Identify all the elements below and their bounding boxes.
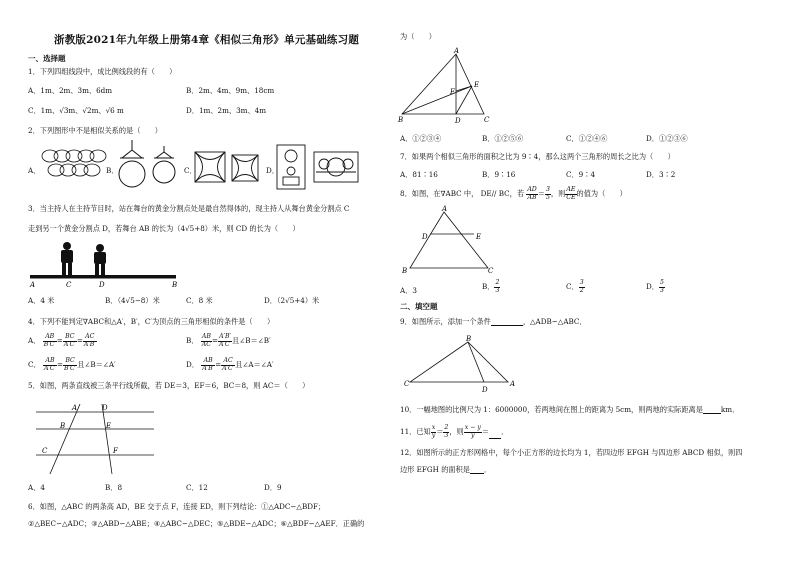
question-6-option-d[interactable]: D．①②③⑥ xyxy=(646,134,688,143)
question-4-option-b[interactable]: B． $\frac{AB}{AC}$ = $\frac{A'B'}{A'C'}$ 且∠B＝∠B′ xyxy=(186,333,271,348)
stem-part: ＝ xyxy=(436,427,444,436)
stem-part: 10．一幅地图的比例尺为 1：6000000，若两地间在图上的距离为 5cm，则两地的实际距离是 xyxy=(400,405,703,414)
frac-den: B′C′ xyxy=(64,364,77,372)
frac-den: CE xyxy=(566,193,576,201)
frac-num: x xyxy=(431,424,436,431)
option-prefix: A． xyxy=(28,336,41,345)
question-5-option-b[interactable]: B．8 xyxy=(105,483,123,492)
question-5-stem: 5．如图，两条直线被三条平行线所截，若 DE＝3，EF＝6，BC＝8，则 AC＝（ ） xyxy=(28,381,310,390)
question-7-stem: 7．如果两个相似三角形的面积之比为 9∶4，那么这两个三角形的周长之比为（ ） xyxy=(400,152,675,161)
frac-den: A′B′ xyxy=(202,364,215,372)
option-tail: 且∠B＝∠B′ xyxy=(232,336,271,345)
question-5-option-a[interactable]: A．4 xyxy=(28,483,45,492)
option-tail: 且∠A＝∠A′ xyxy=(235,360,274,369)
question-8-option-b[interactable] xyxy=(482,280,500,294)
question-1-option-b[interactable]: B．2m、4m、9m、18cm xyxy=(186,86,275,95)
label-C: C xyxy=(42,447,48,455)
question-8-option-a[interactable]: A．3 xyxy=(400,286,417,295)
question-1-option-a[interactable]: A．1m、2m、3m、6dm xyxy=(28,86,113,95)
question-4-stem: 4．下列不能判定∇ABC和△A′，B′，C′为顶点的三角形相似的条件是（ ） xyxy=(28,317,275,326)
stem-part: ＝ xyxy=(481,427,490,436)
frac-num: AC xyxy=(83,334,97,342)
section-heading-fill: 二、填空题 xyxy=(400,302,438,311)
option-tail: 且∠B＝∠A′ xyxy=(77,360,116,369)
question-7-option-c[interactable]: C．9∶4 xyxy=(566,170,596,179)
label-E: E xyxy=(476,233,482,241)
question-2-figure-b xyxy=(114,140,180,190)
label-E: E xyxy=(106,422,112,430)
question-3-line-2: 走到另一个黄金分割点 D，若舞台 AB 的长为（4√5+8）米，则 CD 的长为（ ） xyxy=(28,224,300,233)
question-9-stem xyxy=(400,317,587,326)
frac-num: AB xyxy=(201,358,215,366)
question-1-option-d[interactable]: D．1m、2m、3m、4m xyxy=(186,106,267,115)
stem-part: 边形 EFGH 的面积是 xyxy=(400,465,470,474)
question-6-option-c[interactable]: C．①②④⑥ xyxy=(566,134,608,143)
question-9-figure xyxy=(404,334,520,394)
question-10 xyxy=(400,405,739,414)
stem-part: ，则 xyxy=(449,427,464,436)
question-2-figure-c xyxy=(194,151,266,183)
frac-den: y xyxy=(431,431,436,439)
frac-num: 2 xyxy=(495,279,500,286)
label-D: D xyxy=(422,233,428,241)
label-A: A xyxy=(72,404,78,412)
label-B: B xyxy=(60,422,66,430)
question-5-option-d[interactable]: D．9 xyxy=(264,483,282,492)
label-B: B xyxy=(398,116,404,124)
label-C: C xyxy=(404,380,410,388)
question-12-line-1: 12．如图所示的正方形网格中，每个小正方形的边长均为 1，若四边形 EFGH 与四边形 ABCD 相似，则四 xyxy=(400,448,743,457)
question-3-option-c[interactable]: C．8 米 xyxy=(186,296,213,305)
answer-blank[interactable] xyxy=(703,405,721,414)
question-4-option-d[interactable]: D． $\frac{AB}{A'B'}$ = $\frac{AC}{A'C'}$ 且∠A＝∠A′ xyxy=(186,357,274,372)
label-F: F xyxy=(113,447,118,455)
frac-num: BC xyxy=(63,358,77,366)
section-heading-choice: 一、选择题 xyxy=(28,54,66,63)
label-D: D xyxy=(102,404,108,412)
question-8-option-c[interactable] xyxy=(566,280,585,294)
option-prefix: D． xyxy=(646,282,659,291)
frac-den: AB xyxy=(527,193,537,201)
frac-den: A′C′ xyxy=(222,364,235,372)
frac-den: 3 xyxy=(659,286,664,294)
label-A: A xyxy=(510,380,516,388)
question-3-option-a[interactable]: A．4 米 xyxy=(28,296,55,305)
frac-num: 5 xyxy=(659,279,664,286)
question-8-stem xyxy=(400,187,627,201)
question-2-option-a[interactable]: A． xyxy=(28,166,41,175)
frac-num: 2 xyxy=(444,424,449,431)
question-6-option-a[interactable]: A．①②③④ xyxy=(400,134,442,143)
question-3-line-1: 3．当主持人在主持节目时，站在舞台的黄金分割点处是最自然得体的，现主持人从舞台黄金分割点 C xyxy=(28,204,350,213)
label-C: C xyxy=(66,281,72,289)
answer-blank[interactable] xyxy=(470,465,484,474)
question-6-line-1: 6．如图，△ABC 的两条高 AD，BE 交于点 F，连接 ED，则下列结论：①△ADC∽△BDF； xyxy=(28,502,326,511)
question-11 xyxy=(400,425,508,439)
frac-den: 2 xyxy=(579,286,584,294)
question-1-stem: 1．下列四组线段中，成比例线段的有（ ） xyxy=(28,67,177,76)
option-prefix: C． xyxy=(566,282,579,291)
frac-den: 3 xyxy=(444,431,449,439)
question-6-line-2: ②△BEC∽△ADC；③△ABD∽△ABE；④△ABC∽△DEC；⑤△BDE∽△ADC；⑥△BDF∽△AEF．正确的 xyxy=(28,519,365,528)
page-title: 浙教版2021年九年级上册第4章《相似三角形》单元基础练习题 xyxy=(54,34,360,46)
frac-num: AD xyxy=(527,186,537,193)
stem-part: ＝ xyxy=(537,189,545,198)
frac-den: A′B′ xyxy=(83,340,96,348)
question-5-option-c[interactable]: C．12 xyxy=(186,483,208,492)
label-A: A xyxy=(442,205,448,213)
question-1-option-c[interactable]: C．1m、√3m、√2m、√6 m xyxy=(28,106,124,115)
frac-num: 3 xyxy=(545,186,550,193)
question-8-option-d[interactable] xyxy=(646,280,665,294)
question-2-figure-a xyxy=(40,146,106,184)
label-B: B xyxy=(466,335,472,343)
frac-den: A′C′ xyxy=(43,364,56,372)
label-C: C xyxy=(488,267,494,275)
question-2-stem: 2．下列图形中不是相似关系的是（ ） xyxy=(28,126,162,135)
frac-den: A′C′ xyxy=(63,340,76,348)
question-2-option-d[interactable]: D． xyxy=(266,166,279,175)
option-prefix: C． xyxy=(28,360,41,369)
stem-part: ． xyxy=(501,427,509,436)
stem-part: 的值为（ ） xyxy=(576,189,627,198)
label-B: B xyxy=(172,281,178,289)
frac-den: A′C′ xyxy=(219,340,232,348)
label-F: F xyxy=(450,88,455,96)
stem-part: 9．如图所示，添加一个条件 xyxy=(400,317,491,326)
stem-part: ． xyxy=(483,465,492,474)
question-6-option-b[interactable]: B．①②⑤⑥ xyxy=(482,134,524,143)
question-3-option-d[interactable]: D．（2√5+4）米 xyxy=(264,296,320,305)
label-D: D xyxy=(455,117,461,125)
frac-den: B′C′ xyxy=(43,340,56,348)
stem-part: 8．如图，在∇ABC 中， xyxy=(400,189,479,198)
stem-part: DE// BC，若 xyxy=(478,189,525,198)
question-2-option-b[interactable]: B． xyxy=(106,166,119,175)
label-D: D xyxy=(99,281,105,289)
frac-num: A′B′ xyxy=(219,333,231,340)
question-2-option-c[interactable]: C． xyxy=(184,166,197,175)
frac-den: 3 xyxy=(495,286,500,294)
label-A: A xyxy=(454,47,460,55)
option-prefix: D． xyxy=(186,360,199,369)
label-A: A xyxy=(30,281,36,289)
frac-den: y xyxy=(471,431,475,439)
question-7-option-a[interactable]: A．81∶16 xyxy=(400,170,438,179)
question-3-figure xyxy=(30,236,180,288)
question-4-option-a[interactable]: A． $\frac{AB}{B'C'}$ = $\frac{BC}{A'C'}$ = $\frac{AC}{A'B'}$ xyxy=(28,333,96,348)
frac-num: x − y xyxy=(464,424,481,431)
label-E: E xyxy=(474,81,480,89)
frac-num: AB xyxy=(43,358,57,366)
question-12-line-2 xyxy=(400,465,491,474)
frac-num: AB xyxy=(43,334,57,342)
frac-num: AB xyxy=(201,333,211,340)
question-6-line-3: 为（ ） xyxy=(400,32,436,41)
frac-den: AC xyxy=(201,340,211,348)
question-4-option-c[interactable]: C． $\frac{AB}{A'C'}$ = $\frac{BC}{B'C'}$ 且∠B＝∠A′ xyxy=(28,357,116,372)
question-6-figure xyxy=(398,48,494,124)
question-7-option-b[interactable]: B．9∶16 xyxy=(482,170,516,179)
frac-num: AC xyxy=(221,358,235,366)
question-3-option-b[interactable]: B．（4√5−8）米 xyxy=(105,296,160,305)
label-D: D xyxy=(482,386,488,394)
option-prefix: B． xyxy=(482,282,495,291)
stem-part: ，△ADB∽△ABC． xyxy=(522,317,587,326)
frac-num: 3 xyxy=(579,279,584,286)
question-2-figure-d xyxy=(276,144,360,190)
frac-den: 5 xyxy=(545,193,550,201)
question-7-option-d[interactable]: D．3∶2 xyxy=(646,170,676,179)
label-C: C xyxy=(484,116,490,124)
answer-blank[interactable] xyxy=(491,317,523,326)
question-5-figure xyxy=(36,400,156,476)
question-8-figure xyxy=(400,206,496,276)
answer-blank[interactable] xyxy=(489,430,501,439)
frac-num: BC xyxy=(63,334,77,342)
label-B: B xyxy=(402,267,408,275)
option-prefix: B． xyxy=(186,336,199,345)
stem-part: 11．已知 xyxy=(400,427,431,436)
frac-num: AE xyxy=(566,186,576,193)
stem-part: ，则 xyxy=(550,189,566,198)
stem-part: km． xyxy=(720,405,740,414)
